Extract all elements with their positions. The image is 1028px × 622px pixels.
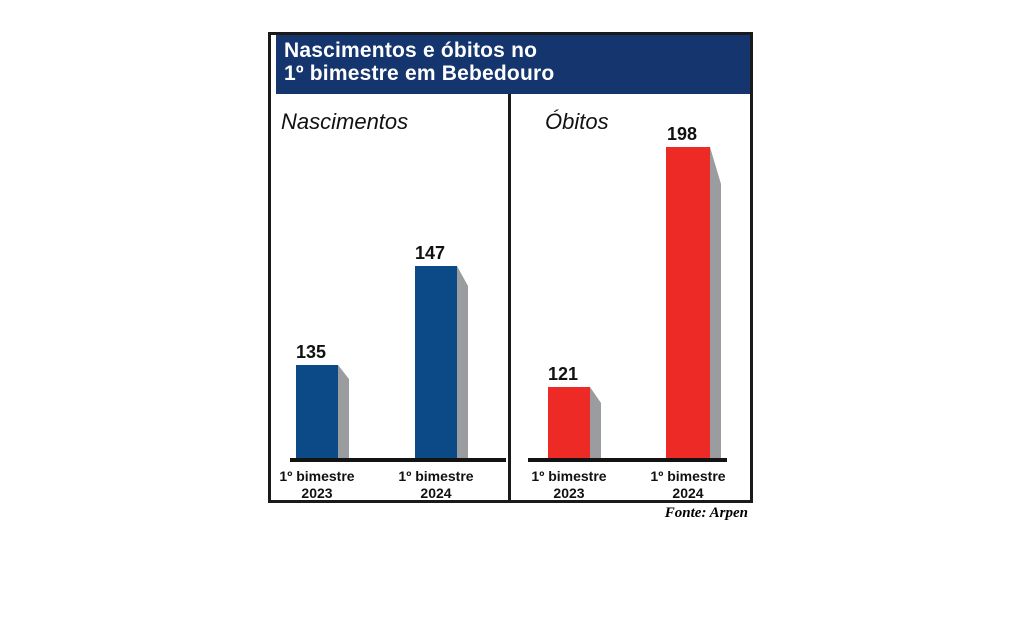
bar <box>548 387 590 458</box>
panel-nascimentos <box>271 94 508 500</box>
bar <box>296 365 338 458</box>
axis-category-line: 2024 <box>420 485 452 501</box>
axis-baseline <box>528 458 727 462</box>
bar <box>666 147 710 458</box>
chart-title-line1: Nascimentos e óbitos no <box>284 39 538 62</box>
panel-title: Nascimentos <box>281 109 409 134</box>
axis-category-line: 1º bimestre <box>531 468 607 484</box>
axis-category-line: 2024 <box>672 485 704 501</box>
axis-category-label <box>398 468 473 502</box>
axis-category-line: 1º bimestre <box>398 468 474 484</box>
chart-title-line2: 1º bimestre em Bebedouro <box>284 62 555 85</box>
axis-baseline <box>290 458 506 462</box>
bar-shadow <box>590 387 601 458</box>
bar-shadow <box>457 266 468 458</box>
axis-category-line: 2023 <box>301 485 333 501</box>
bar-value-label: 147 <box>414 243 446 263</box>
panel-title: Óbitos <box>545 109 609 134</box>
axis-category-label <box>531 468 606 502</box>
axis-category-line: 1º bimestre <box>650 468 726 484</box>
bar-shadow <box>338 365 349 458</box>
bar <box>415 266 457 458</box>
panel-obitos <box>511 94 750 500</box>
axis-category-line: 2023 <box>553 485 585 501</box>
axis-category-label <box>650 468 725 502</box>
bar-value-label: 121 <box>547 364 579 384</box>
bar-value-label: 198 <box>666 124 698 144</box>
chart-box <box>268 32 753 503</box>
source-credit: Fonte: Arpen <box>664 505 748 521</box>
axis-category-line: 1º bimestre <box>279 468 355 484</box>
bar-value-label: 135 <box>295 342 327 362</box>
bar-shadow <box>710 147 721 458</box>
axis-category-label <box>279 468 354 502</box>
chart-header <box>276 35 750 94</box>
